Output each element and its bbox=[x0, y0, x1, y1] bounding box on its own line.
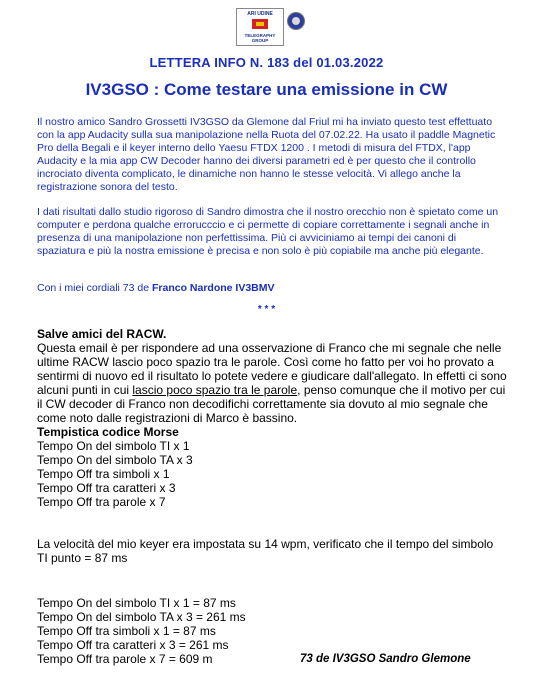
ari-udine-logo bbox=[236, 8, 284, 46]
signature: 73 de IV3GSO Sandro Glemone bbox=[300, 653, 471, 665]
letter-header: LETTERA INFO N. 183 del 01.03.2022 bbox=[149, 55, 384, 70]
seal-icon bbox=[287, 12, 305, 30]
body-text-2: , penso comunque che il motivo per cui il CW decoder di Franco non decodifichi correttamente sia dovuto al mio segnale che come noto dalle registrazioni di Marco è bassino. bbox=[37, 383, 506, 425]
speed-text: La velocità del mio keyer era impostata su 14 wpm, verificato che il tempo del simbolo bbox=[37, 537, 494, 551]
timing-line: Tempo On del simbolo TA x 3 bbox=[37, 453, 193, 467]
body-text-1: Questa email è per rispondere ad una osservazione di Franco che mi segnale che nelle ultime RACW lascio poco spazio tra le parole. Così come ho fatto per voi ho provato a sentirmi di nuovo ed il risultato lo potete vedere e giudicare dall'allegato. In effetti ci sono alcuni punti in cui bbox=[37, 341, 507, 397]
ti-punto: TI punto = 87 ms bbox=[37, 551, 128, 565]
closing-text: Con i miei cordiali 73 de bbox=[37, 282, 152, 294]
timing-line: Tempo On del simbolo TI x 1 bbox=[37, 439, 190, 453]
result-line: Tempo Off tra simboli x 1 = 87 ms bbox=[37, 624, 216, 638]
timing-title: Tempistica codice Morse bbox=[37, 425, 179, 439]
greeting: Salve amici del RACW. bbox=[37, 327, 167, 341]
intro-paragraph-2: I dati risultati dallo studio rigoroso di Sandro dimostra che il nostro orecchio non è spietato come un computer e perdona qualche errorucccio e ci permette di copiare correttamente i segnali anche in presenza di una manipolazione non perfettissima. Più ci avviciniamo ai tempi dei canoni di spaziatura e più la nostra emissione è precisa e non solo è più copiabile ma anche più elegante. bbox=[37, 206, 499, 257]
intro-paragraph-1: Il nostro amico Sandro Grossetti IV3GSO da Glemone dal Friul mi ha inviato questo test effettuato con la app Audacity sulla sua manipolazione nella Ruota del 07.02.22. Ha usato il paddle Magnetic Pro della Begali e il keyer interno dello Yaesu FTDX 1200 . I metodi di misura del FTDX, l'app Audacity e la mia app CW Decoder hanno dei diversi parametri ed è per questo che il controllo incrociato diventa complicato, le dinamiche non hanno le stesse velocità. Vi allego anche la registrazione sonora del testo. bbox=[37, 116, 496, 193]
speed-section bbox=[37, 537, 507, 565]
timing-line: Tempo Off tra caratteri x 3 bbox=[37, 481, 176, 495]
letter-body bbox=[37, 327, 507, 509]
result-line: Tempo Off tra caratteri x 3 = 261 ms bbox=[37, 638, 229, 652]
logo-bottom-text: TELEGRAPHY GROUP bbox=[244, 33, 276, 43]
result-line: Tempo On del simbolo TI x 1 = 87 ms bbox=[37, 596, 236, 610]
flag-icon bbox=[252, 19, 268, 29]
author-name: Franco Nardone IV3BMV bbox=[151, 282, 275, 294]
timing-line: Tempo Off tra simboli x 1 bbox=[37, 467, 170, 481]
body-underlined: lascio poco spazio tra le parole bbox=[132, 383, 298, 397]
logo-top-text: ARI UDINE bbox=[247, 11, 273, 17]
page-title: IV3GSO : Come testare una emissione in CW bbox=[85, 80, 448, 99]
result-line: Tempo On del simbolo TA x 3 = 261 ms bbox=[37, 610, 246, 624]
intro-closing bbox=[37, 282, 499, 295]
timing-line: Tempo Off tra parole x 7 bbox=[37, 495, 166, 509]
separator-stars: * * * bbox=[257, 304, 276, 315]
result-line: Tempo Off tra parole x 7 = 609 m bbox=[37, 652, 213, 666]
